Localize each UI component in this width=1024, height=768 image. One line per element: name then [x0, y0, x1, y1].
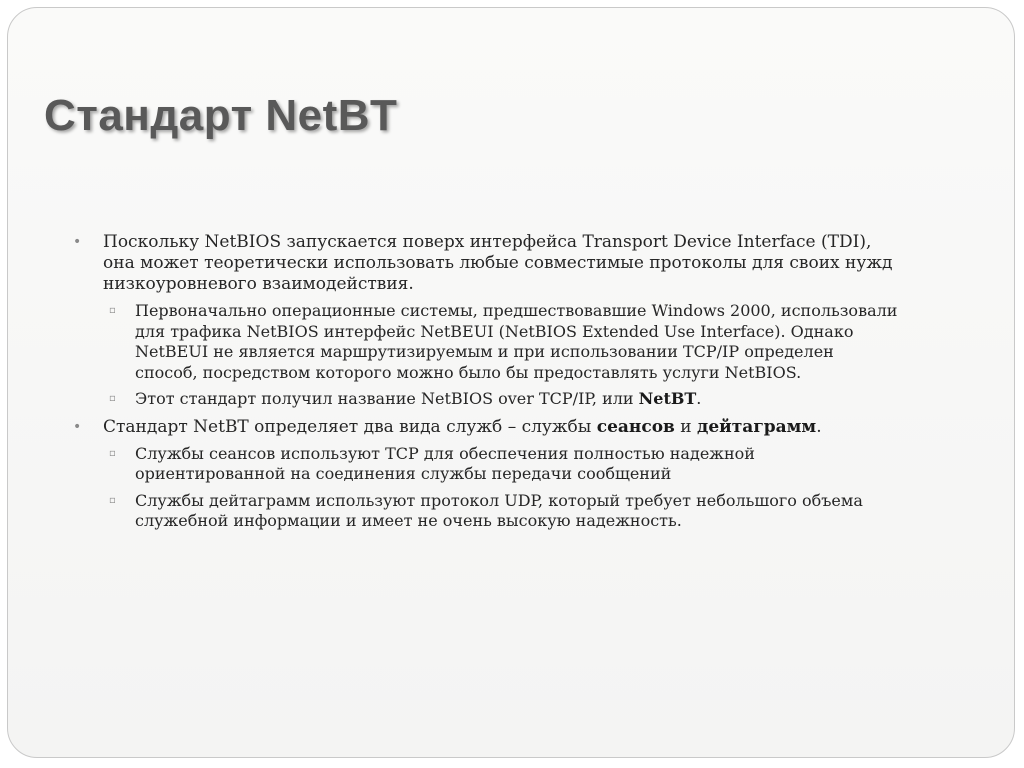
sub-bullet-2-2-text: Службы дейтаграмм используют протокол UDP, который требует небольшого объема служебной информации и имеет не очень высокую надежность.: [135, 490, 863, 530]
sub-bullet-1-1-text: Первоначально операционные системы, предшествовавшие Windows 2000, использовали для трафика NetBIOS интерфейс NetBEUI (NetBIOS Extended Use Interface). Однако NetBEUI не является маршрутизируемым и при использовании TCP/IP определен способ, посредством которого можно было бы предоставлять услуги NetBIOS.: [135, 301, 898, 382]
sub-bullet-item-1-2: [103, 389, 901, 410]
bullet-1-text: Поскольку NetBIOS запускается поверх интерфейса Transport Device Interface (TDI), она может теоретически использовать любые совместимые протоколы для своих нужд низкоуровневого взаимодействия.: [103, 232, 893, 294]
square-bullet-icon: ▫: [109, 305, 116, 316]
sub-bullet-2-1-text: Службы сеансов используют TCP для обеспечения полностью надежной ориентированной на соединения службы передачи сообщений: [135, 443, 755, 483]
sub-bullet-list-1: [103, 301, 901, 410]
bullet-2-mid: и: [674, 416, 698, 437]
slide-title: Стандарт NetBT: [44, 91, 398, 140]
square-bullet-icon: ▫: [109, 393, 116, 404]
slide-frame: [7, 7, 1015, 758]
sub-bullet-1-2-bold: NetBT: [638, 389, 697, 408]
bullet-item-1: [71, 232, 901, 410]
sub-bullet-1-2-pre: Этот стандарт получил название NetBIOS over TCP/IP, или: [135, 389, 639, 408]
sub-bullet-1-2-post: .: [696, 389, 702, 408]
bullet-2-pre: Стандарт NetBT определяет два вида служб – службы: [103, 416, 597, 437]
sub-bullet-list-2: [103, 444, 901, 532]
sub-bullet-item-2-1: [103, 444, 901, 485]
slide-content: [71, 232, 901, 539]
sub-bullet-item-1-1: [103, 301, 901, 383]
bullet-dot-icon: •: [73, 234, 82, 250]
square-bullet-icon: ▫: [109, 494, 116, 506]
square-bullet-icon: ▫: [109, 447, 116, 459]
bullet-item-2: [71, 417, 901, 532]
sub-bullet-item-2-2: [103, 491, 901, 532]
bullet-2-bold-2: дейтаграмм: [697, 416, 817, 437]
bullet-2-bold-1: сеансов: [596, 416, 675, 437]
bullet-dot-icon: •: [73, 418, 82, 435]
bullet-list: [71, 232, 901, 532]
bullet-2-post: .: [816, 416, 822, 437]
